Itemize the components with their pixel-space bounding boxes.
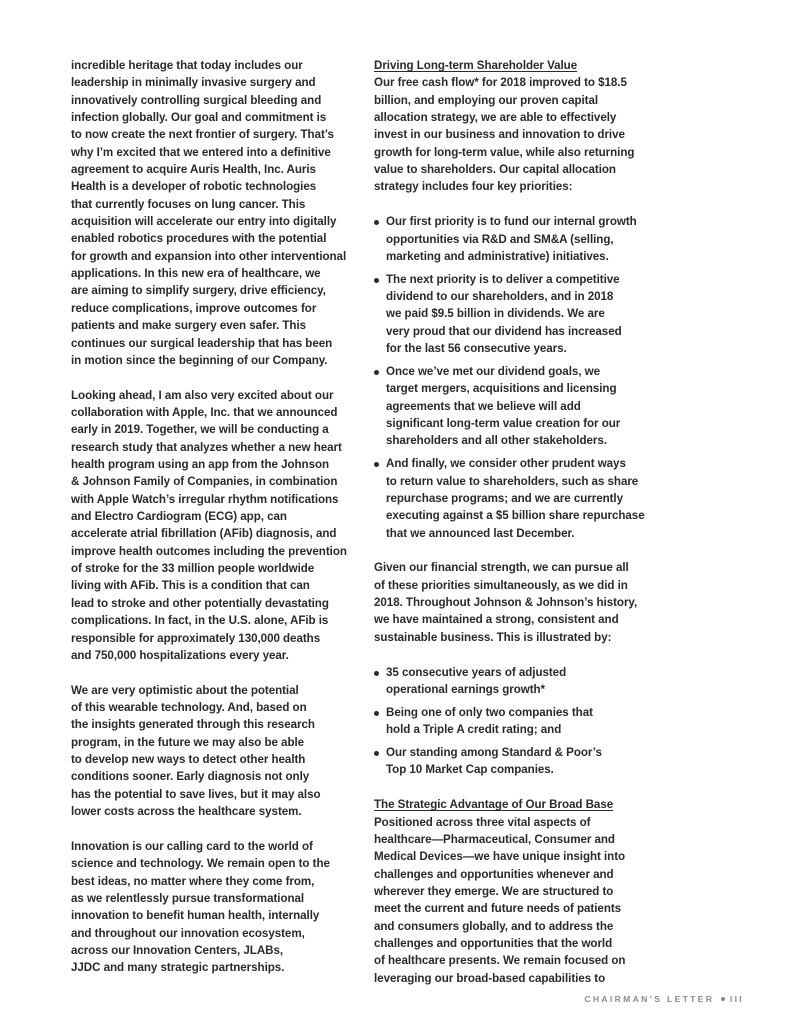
text-line: Innovation is our calling card to the world of [71, 839, 313, 853]
paragraph-innovation [71, 838, 346, 977]
text-line: are aiming to simplify surgery, drive efficiency, [71, 284, 326, 298]
text-line: to develop new ways to detect other health [71, 753, 306, 767]
text-line: Looking ahead, I am also very excited about our [71, 388, 334, 402]
section-broad-base [374, 796, 654, 987]
paragraph-apple-collaboration [71, 387, 346, 665]
text-line: for growth and expansion into other interventional [71, 249, 347, 263]
bullet-text-line: that we announced last December. [386, 526, 575, 540]
bullet-text-line: for the last 56 consecutive years. [386, 342, 567, 356]
page-footer [584, 994, 744, 1004]
text-line: agreement to acquire Auris Health, Inc. Auris [71, 163, 316, 177]
bullet-text-line: agreements that we believe will add [386, 399, 581, 413]
text-line: research study that analyzes whether a new heart [71, 440, 342, 454]
paragraph-financial-strength [374, 559, 654, 646]
bullet-text-line: repurchase programs; and we are currently [386, 491, 623, 505]
text-line: allocation strategy, we are able to effectively [374, 111, 617, 125]
text-line: and Electro Cardiogram (ECG) app, can [71, 510, 287, 524]
bullet-dot-icon [374, 462, 379, 467]
text-line: accelerate atrial fibrillation (AFib) diagnosis, and [71, 527, 337, 541]
text-line: lead to stroke and other potentially devastating [71, 596, 329, 610]
bullet-text-line: Once we’ve met our dividend goals, we [386, 365, 600, 378]
bullet-text-line: executing against a $5 billion share repurchase [386, 509, 645, 523]
bullet-item [374, 271, 654, 358]
text-line: has the potential to save lives, but it may also [71, 787, 321, 801]
text-line: patients and make surgery even safer. This [71, 319, 307, 333]
bullet-dot-icon [374, 220, 379, 225]
text-line: Medical Devices—we have unique insight into [374, 850, 626, 864]
text-line: conditions sooner. Early diagnosis not only [71, 770, 310, 784]
bullet-item [374, 363, 654, 450]
text-line: meet the current and future needs of patients [374, 902, 622, 916]
text-line: Given our financial strength, we can pursue all [374, 561, 629, 575]
right-column [374, 57, 654, 1005]
bullet-text-line: Our first priority is to fund our internal growth [386, 215, 637, 229]
bullet-text-line: operational earnings growth* [386, 683, 545, 696]
bullet-text-line: Top 10 Market Cap companies. [386, 763, 554, 777]
text-line: sustainable business. This is illustrated by: [374, 630, 612, 644]
text-line: best ideas, no matter where they come from, [71, 874, 315, 888]
paragraph-surgery [71, 57, 346, 369]
text-line: and consumers globally, and to address the [374, 919, 614, 933]
text-line: wherever they emerge. We are structured to [374, 884, 614, 898]
bullet-text-line: 35 consecutive years of adjusted [386, 665, 567, 679]
bullet-item [374, 704, 654, 739]
text-line: program, in the future we may also be able [71, 735, 305, 749]
text-line: Positioned across three vital aspects of [374, 815, 591, 829]
text-line: collaboration with Apple, Inc. that we announced [71, 406, 338, 420]
text-line: Our free cash flow* for 2018 improved to $18.5 [374, 76, 627, 90]
text-line: and throughout our innovation ecosystem, [71, 926, 305, 940]
text-line: complications. In fact, in the U.S. alone, AFib is [71, 614, 329, 628]
footer-section-label: CHAIRMAN’S LETTER [584, 994, 715, 1004]
text-line: value to shareholders. Our capital allocation [374, 163, 616, 177]
text-line: of healthcare presents. We remain focused on [374, 954, 626, 968]
bullet-dot-icon [374, 370, 379, 375]
bullet-text-line: we paid $9.5 billion in dividends. We are [386, 307, 605, 321]
text-line: innovation to benefit human health, internally [71, 909, 320, 923]
text-line: & Johnson Family of Companies, in combination [71, 475, 338, 489]
bullet-dot-icon [374, 751, 379, 756]
bullet-text-line: opportunities via R&D and SM&A (selling, [386, 232, 614, 246]
section-heading-shareholder-value: Driving Long-term Shareholder Value [374, 59, 578, 72]
bullet-text-line: target mergers, acquisitions and licensing [386, 382, 617, 396]
text-line: challenges and opportunities that the world [374, 936, 613, 950]
text-line: healthcare—Pharmaceutical, Consumer and [374, 832, 615, 846]
bullet-item [374, 664, 654, 699]
bullet-text-line: And finally, we consider other prudent ways [386, 457, 626, 471]
text-line: growth for long-term value, while also returning [374, 145, 635, 159]
bullet-text-line: marketing and administrative) initiatives. [386, 249, 609, 263]
paragraph-wearable-technology [71, 682, 346, 821]
text-line: acquisition will accelerate our entry into digitally [71, 215, 337, 229]
text-line: in motion since the beginning of our Company. [71, 353, 328, 367]
paragraph-broad-base [374, 814, 654, 987]
text-line: and 750,000 hospitalizations every year. [71, 648, 289, 662]
text-line: of this wearable technology. And, based on [71, 701, 307, 715]
bullet-text-line: The next priority is to deliver a competitive [386, 272, 620, 286]
bullet-item [374, 213, 654, 265]
text-line: billion, and employing our proven capital [374, 93, 599, 107]
priorities-list [374, 213, 654, 542]
text-line: the insights generated through this research [71, 718, 315, 732]
text-line: leadership in minimally invasive surgery and [71, 76, 316, 90]
text-line: to now create the next frontier of surgery. That’s [71, 128, 334, 142]
text-line: 2018. Throughout Johnson & Johnson’s history, [374, 596, 638, 610]
text-line: Health is a developer of robotic technologies [71, 180, 317, 194]
text-line: challenges and opportunities whenever and [374, 867, 614, 881]
text-line: infection globally. Our goal and commitment is [71, 111, 327, 125]
text-line: we have maintained a strong, consistent and [374, 613, 619, 627]
bullet-dot-icon [374, 278, 379, 283]
text-line: living with AFib. This is a condition that can [71, 579, 310, 593]
text-line: with Apple Watch’s irregular rhythm notifications [71, 492, 339, 506]
text-line: across our Innovation Centers, JLABs, [71, 944, 284, 957]
text-line: improve health outcomes including the prevention [71, 544, 347, 558]
text-line: enabled robotics procedures with the potential [71, 232, 327, 246]
text-line: why I’m excited that we entered into a definitive [71, 145, 331, 159]
text-line: incredible heritage that today includes our [71, 59, 303, 72]
footer-separator-dot [721, 997, 725, 1001]
text-line: leveraging our broad-based capabilities to [374, 971, 606, 985]
text-line: that currently focuses on lung cancer. This [71, 197, 306, 211]
text-line: strategy includes four key priorities: [374, 180, 573, 194]
bullet-dot-icon [374, 711, 379, 716]
bullet-text-line: Being one of only two companies that [386, 705, 593, 719]
paragraph-free-cash-flow [374, 74, 654, 195]
left-column [71, 57, 346, 994]
text-line: reduce complications, improve outcomes for [71, 301, 317, 315]
text-line: We are very optimistic about the potential [71, 683, 299, 697]
achievements-list [374, 664, 654, 779]
text-line: applications. In this new era of healthcare, we [71, 267, 321, 281]
bullet-text-line: dividend to our shareholders, and in 2018 [386, 290, 614, 304]
bullet-item [374, 455, 654, 542]
text-line: science and technology. We remain open to the [71, 857, 330, 871]
text-line: responsible for approximately 130,000 deaths [71, 631, 321, 645]
text-line: invest in our business and innovation to drive [374, 128, 625, 142]
text-line: continues our surgical leadership that has been [71, 336, 333, 350]
text-line: early in 2019. Together, we will be conducting a [71, 423, 329, 437]
text-line: of stroke for the 33 million people worldwide [71, 562, 315, 576]
section-heading-broad-base: The Strategic Advantage of Our Broad Base [374, 798, 614, 812]
text-line: lower costs across the healthcare system. [71, 805, 302, 819]
bullet-text-line: significant long-term value creation for our [386, 417, 621, 431]
bullet-text-line: shareholders and all other stakeholders. [386, 434, 607, 448]
bullet-item [374, 744, 654, 779]
bullet-text-line: hold a Triple A credit rating; and [386, 723, 562, 737]
text-line: JJDC and many strategic partnerships. [71, 961, 285, 975]
page-number: III [729, 994, 744, 1004]
text-line: as we relentlessly pursue transformational [71, 891, 305, 905]
text-line: innovatively controlling surgical bleeding and [71, 93, 322, 107]
bullet-text-line: Our standing among Standard & Poor’s [386, 746, 602, 760]
section-shareholder-value [374, 57, 654, 196]
bullet-text-line: to return value to shareholders, such as share [386, 474, 639, 488]
bullet-dot-icon [374, 671, 379, 676]
text-line: health program using an app from the Johnson [71, 458, 330, 472]
bullet-text-line: very proud that our dividend has increased [386, 324, 622, 338]
text-line: of these priorities simultaneously, as we did in [374, 578, 628, 592]
